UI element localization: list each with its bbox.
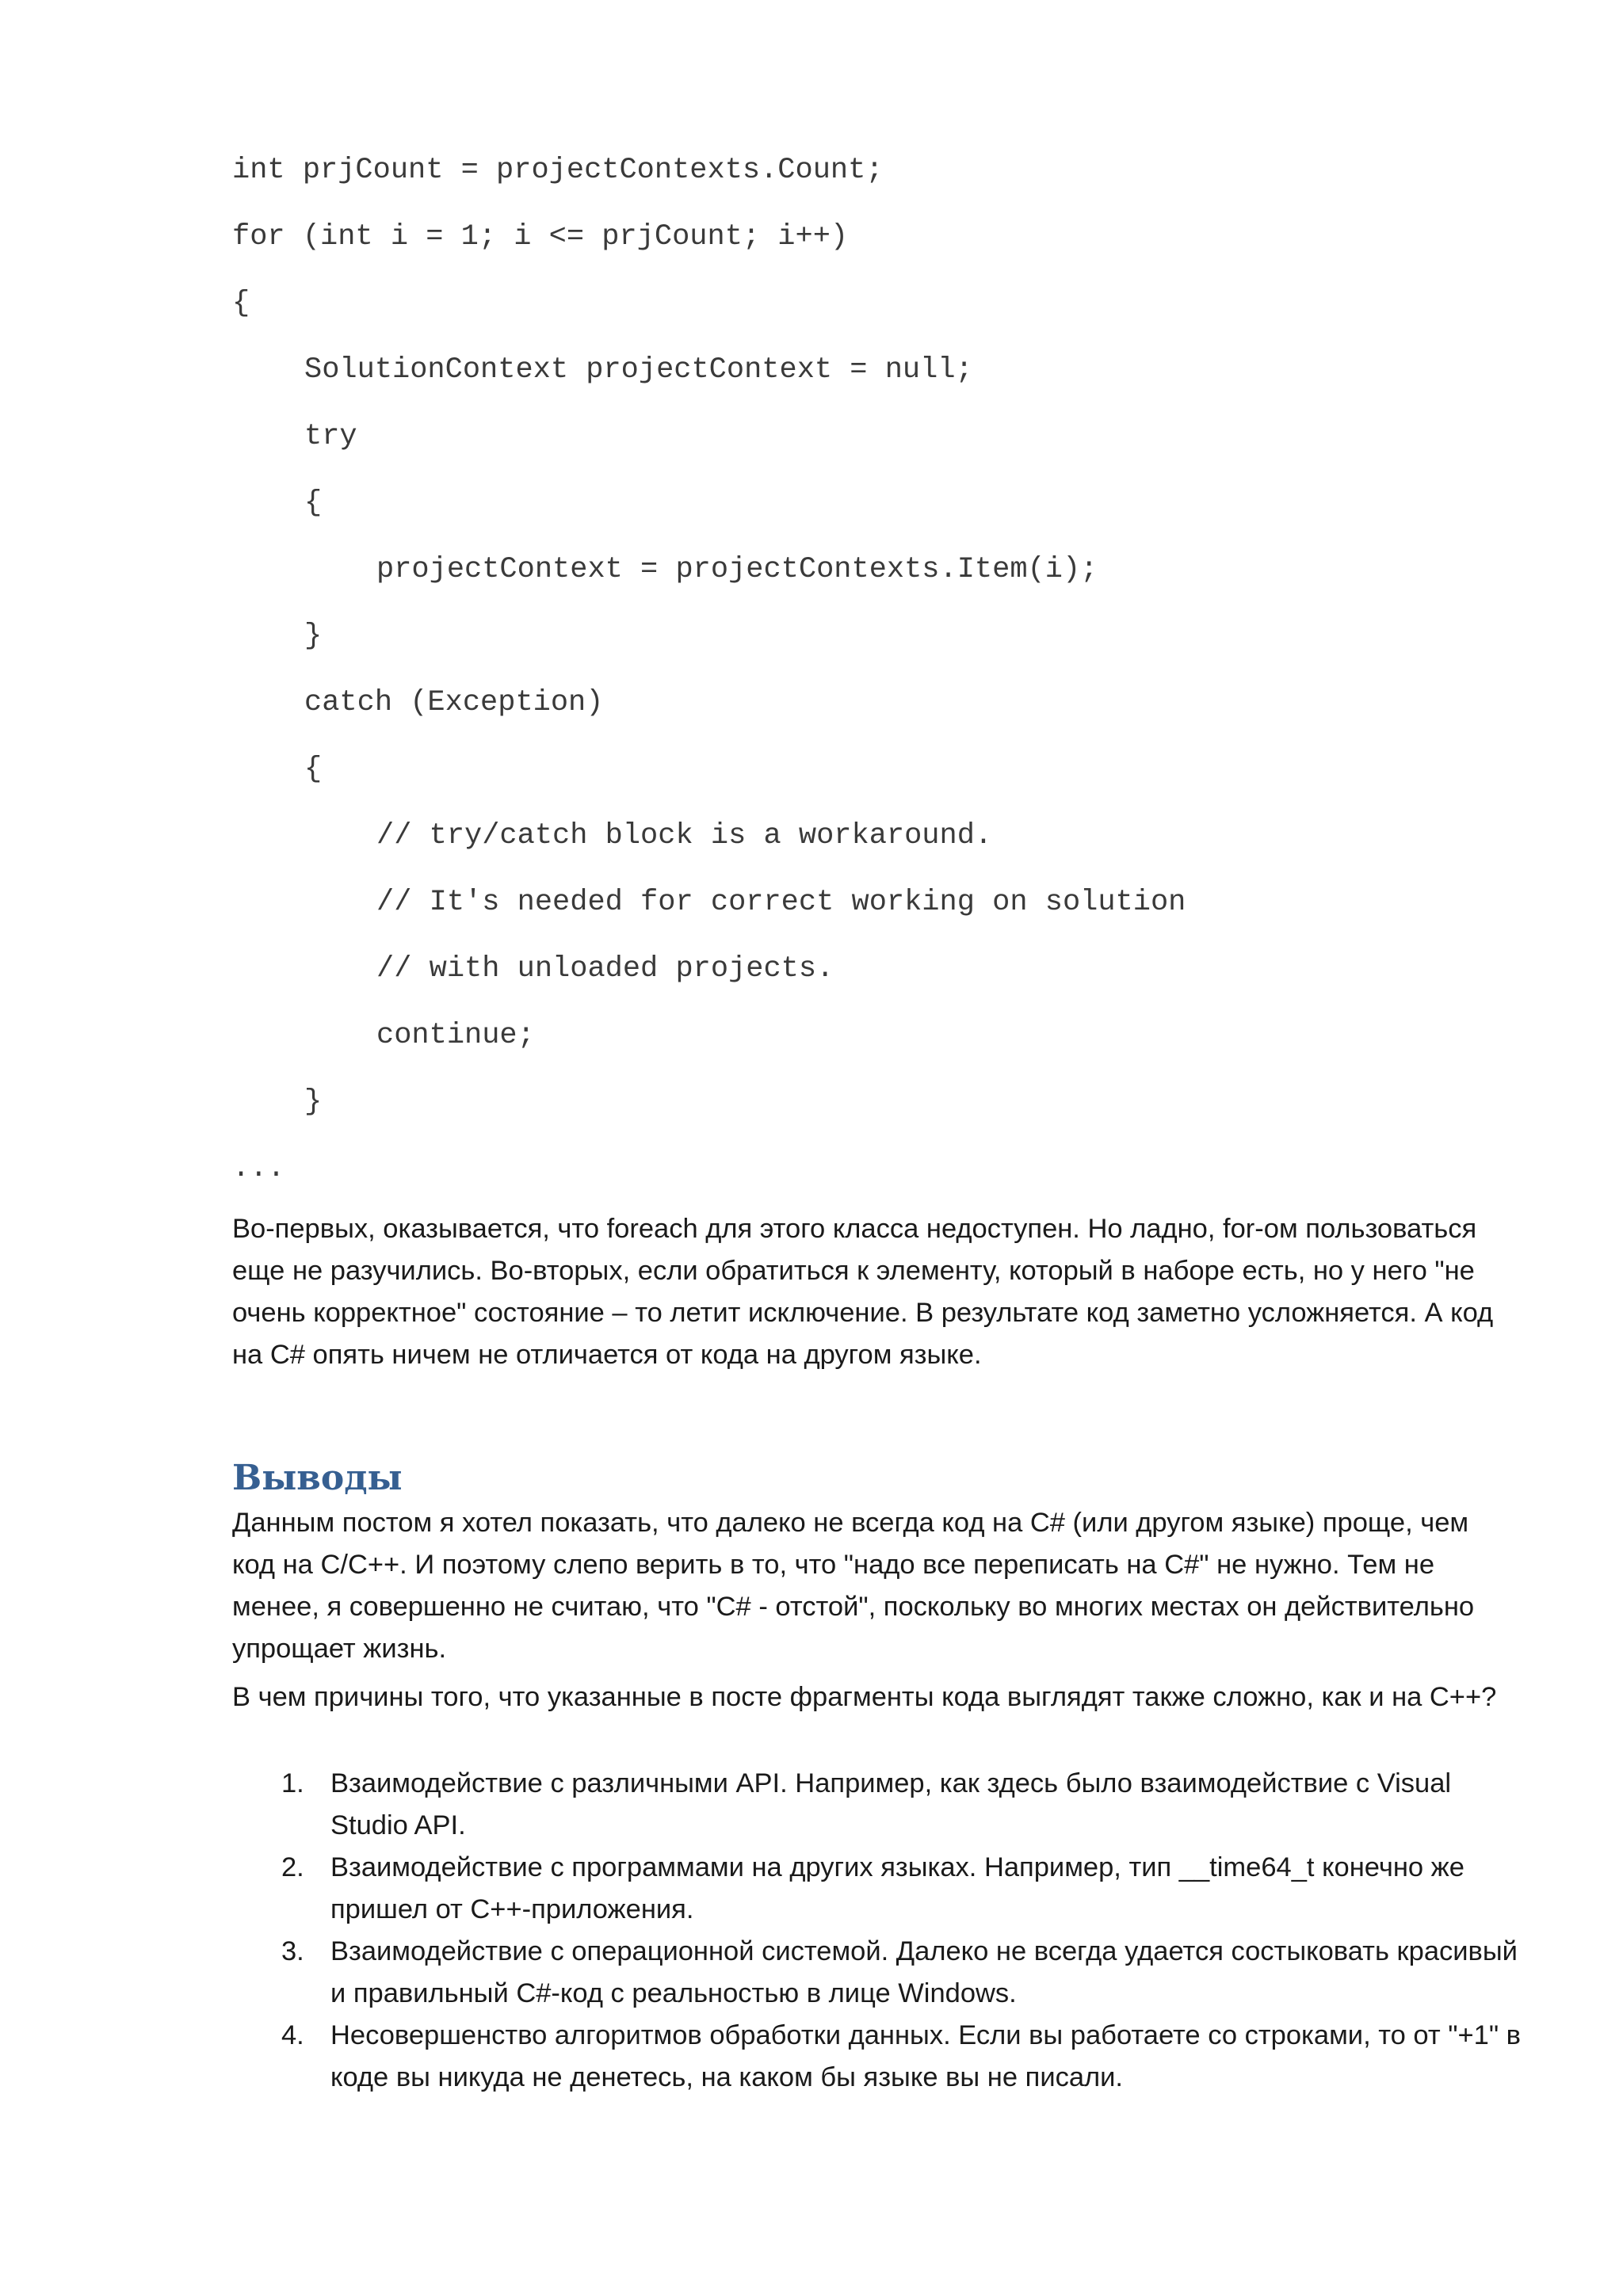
code-line: int prjCount = projectContexts.Count;	[232, 154, 884, 187]
list-item-text: Взаимодействие с операционной системой. Далеко не всегда удается состыковать красивый и правильный C#-код с реальностью в лице Windows.	[330, 1936, 1518, 2008]
code-line: catch (Exception)	[304, 686, 604, 719]
code-comment: // try/catch block is a workaround.	[376, 819, 993, 852]
code-line: {	[304, 486, 323, 520]
list-item	[232, 2015, 1532, 2099]
code-line: try	[304, 420, 357, 453]
paragraph-foreach: Во-первых, оказывается, что foreach для этого класса недоступен. Но ладно, for-ом пользоваться еще не разучились. Во-вторых, если обратиться к элементу, который в наборе есть, но у него "не очень корректное" состояние – то летит исключение. В результате код заметно усложняется. А код на C# опять ничем не отличается от кода на другом языке.	[232, 1214, 1494, 1370]
code-line: }	[304, 620, 323, 653]
code-line: SolutionContext projectContext = null;	[304, 353, 973, 387]
code-ellipsis: ...	[232, 1152, 285, 1185]
code-comment: // with unloaded projects.	[376, 952, 834, 986]
code-line: projectContext = projectContexts.Item(i);	[376, 553, 1098, 586]
code-line: continue;	[376, 1019, 535, 1052]
list-item	[232, 1931, 1532, 2015]
paragraph-conclusion: Данным постом я хотел показать, что далеко не всегда код на C# (или другом языке) проще, чем код на C/C++. И поэтому слепо верить в то, что "надо все переписать на C#" не нужно. Тем не менее, я совершенно не считаю, что "C# - отстой", поскольку во многих местах он действительно упрощает жизнь.	[232, 1508, 1475, 1664]
code-line: {	[304, 753, 323, 786]
list-number: 1.	[281, 1768, 304, 1798]
list-number: 3.	[281, 1936, 304, 1966]
code-line: {	[232, 287, 250, 320]
code-line: for (int i = 1; i <= prjCount; i++)	[232, 220, 849, 254]
code-comment: // It's needed for correct working on solution	[376, 886, 1186, 919]
list-item-text: Взаимодействие с различными API. Например, как здесь было взаимодействие с Visual Studio API.	[330, 1768, 1452, 1840]
list-number: 4.	[281, 2020, 304, 2050]
list-number: 2.	[281, 1852, 304, 1882]
section-heading-conclusions: Выводы	[232, 1458, 403, 1498]
list-item	[232, 1763, 1532, 1847]
reasons-list	[232, 1763, 1532, 2099]
code-line: }	[304, 1085, 323, 1119]
paragraph-question: В чем причины того, что указанные в посте фрагменты кода выглядят также сложно, как и на C++?	[232, 1682, 1497, 1712]
list-item-text: Несовершенство алгоритмов обработки данных. Если вы работаете со строками, то от "+1" в коде вы никуда не денетесь, на каком бы языке вы не писали.	[330, 2020, 1521, 2092]
list-item-text: Взаимодействие с программами на других языках. Например, тип __time64_t конечно же пришел от C++-приложения.	[330, 1852, 1465, 1924]
list-item	[232, 1847, 1532, 1931]
